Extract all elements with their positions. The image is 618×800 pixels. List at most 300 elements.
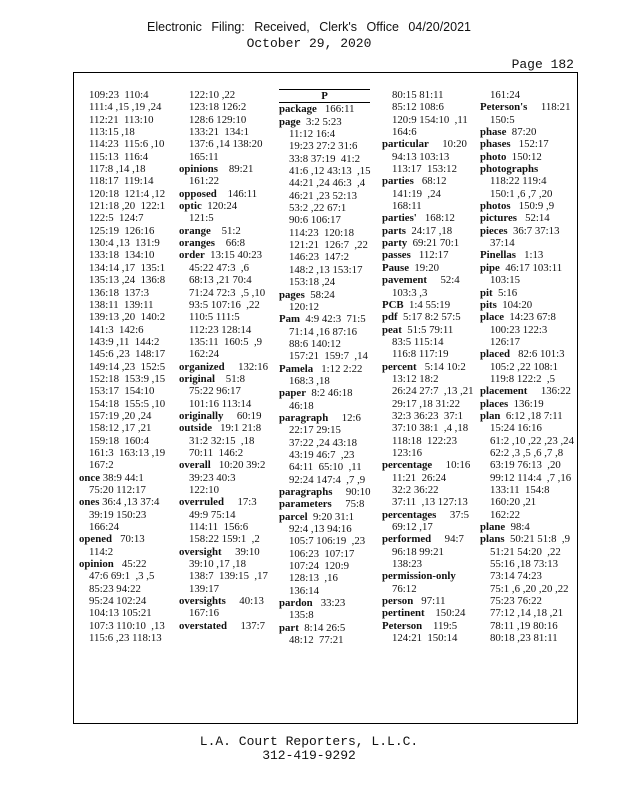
index-continuation: 64:11 65:10 ,11 xyxy=(289,461,362,474)
index-continuation: 100:23 122:3 xyxy=(490,323,548,336)
index-entry xyxy=(179,496,276,508)
index-refs: 38:9 44:1 xyxy=(100,471,144,484)
index-continuation: 168:3 ,18 xyxy=(289,374,330,387)
index-continuation: 109:23 110:4 xyxy=(89,89,149,101)
index-refs: 168:12 xyxy=(416,212,455,225)
index-entry xyxy=(279,622,376,634)
index-refs: 150:24 xyxy=(424,607,466,620)
index-continuation: 160:20 ,21 xyxy=(490,496,537,509)
index-refs: 90:10 xyxy=(332,486,371,498)
index-continuation: 46:21 ,23 52:13 xyxy=(289,189,358,202)
index-continuation: 53:2 ,22 67:1 xyxy=(289,202,347,215)
index-continuation: 134:14 ,17 135:1 xyxy=(89,261,166,274)
index-refs: 10:20 39:2 xyxy=(210,459,266,472)
index-term: parties xyxy=(382,175,414,188)
index-continuation: 19:23 27:2 31:6 xyxy=(289,140,358,153)
index-term: photos xyxy=(480,200,511,213)
index-entry xyxy=(79,472,176,484)
index-continuation: 29:17 ,18 31:22 xyxy=(392,397,461,410)
index-term: outside xyxy=(179,422,212,435)
index-continuation: 47:6 69:1 ,3 ,5 xyxy=(89,570,155,583)
index-entry xyxy=(382,595,479,607)
index-continuation: 133:11 154:8 xyxy=(490,484,550,496)
index-continuation: 39:10 ,17 ,18 xyxy=(189,558,246,571)
index-term: particular xyxy=(382,138,429,151)
index-refs: 89:21 xyxy=(218,163,254,176)
index-term: parties' xyxy=(382,212,417,225)
index-term: Pause xyxy=(382,261,409,274)
index-continuation: 121:5 xyxy=(189,212,214,225)
index-term: place xyxy=(480,311,504,324)
index-refs: 1:4 55:19 xyxy=(403,298,451,311)
index-refs: 19:1 21:8 xyxy=(212,422,262,435)
index-continuation: 32:3 36:23 37:1 xyxy=(392,409,464,422)
index-entry xyxy=(480,521,577,533)
index-term: placed xyxy=(480,348,510,361)
index-continuation: 99:12 114:4 ,7 ,16 xyxy=(490,471,572,484)
index-entry xyxy=(480,348,577,360)
index-continuation: 123:18 126:2 xyxy=(189,101,247,114)
index-continuation: 94:13 103:13 xyxy=(392,150,450,163)
index-refs: 146:11 xyxy=(216,187,258,200)
index-continuation: 75:22 96:17 xyxy=(189,385,241,398)
index-continuation: 80:15 81:11 xyxy=(392,89,444,101)
index-entry xyxy=(382,237,479,249)
index-refs: 6:12 ,18 7:11 xyxy=(500,409,563,422)
index-refs: 14:23 67:8 xyxy=(504,311,556,324)
index-refs: 58:24 xyxy=(304,288,335,301)
index-entry xyxy=(179,200,276,212)
index-continuation: 26:24 27:7 ,13 ,21 xyxy=(392,385,474,398)
index-refs: 136:22 xyxy=(527,385,571,398)
index-term: pictures xyxy=(480,212,517,225)
index-continuation: 162:22 xyxy=(490,508,520,521)
index-entry xyxy=(279,597,376,609)
index-refs: 51:5 79:11 xyxy=(401,323,454,336)
index-continuation: 55:16 ,18 73:13 xyxy=(490,558,559,571)
index-term: phases xyxy=(480,138,511,151)
index-continuation: 137:6 ,14 138:20 xyxy=(189,138,263,151)
index-continuation: 135:11 160:5 ,9 xyxy=(189,335,263,348)
index-refs: 82:6 101:3 xyxy=(510,348,565,361)
index-continuation: 105:7 106:19 ,23 xyxy=(289,535,366,548)
index-entry xyxy=(382,311,479,323)
index-term: page xyxy=(279,115,301,128)
index-column-2 xyxy=(179,89,276,632)
index-continuation: 122:5 124:7 xyxy=(89,212,144,225)
index-term: Pamela xyxy=(279,362,314,375)
index-continuation: 106:23 107:17 xyxy=(289,547,355,560)
index-continuation: 37:10 38:1 ,4 ,18 xyxy=(392,422,469,435)
index-entry xyxy=(179,595,276,607)
index-refs: 120:24 xyxy=(201,200,238,213)
index-column-3 xyxy=(279,89,376,646)
index-continuation: 44:21 ,24 46:3 ,4 xyxy=(289,177,366,190)
index-continuation: 114:11 156:6 xyxy=(189,521,249,534)
index-refs: 97:11 xyxy=(413,595,446,608)
index-continuation: 121:21 126:7 ,22 xyxy=(289,239,368,252)
index-continuation: 133:18 134:10 xyxy=(89,249,155,262)
index-continuation: 139:17 xyxy=(189,582,219,595)
index-continuation: 153:18 ,24 xyxy=(289,276,336,289)
index-term: once xyxy=(79,471,100,484)
index-continuation: 136:14 xyxy=(289,584,319,597)
index-continuation: 37:14 xyxy=(490,237,515,250)
index-refs: 166:11 xyxy=(316,103,355,116)
index-term: original xyxy=(179,372,215,385)
index-refs: 60:19 xyxy=(223,409,262,422)
index-term: pardon xyxy=(279,597,313,610)
index-entry xyxy=(382,274,479,286)
index-continuation: 146:23 147:2 xyxy=(289,251,349,264)
index-term: plane xyxy=(480,521,506,534)
index-entry xyxy=(382,361,479,373)
index-refs: 112:17 xyxy=(410,249,449,262)
index-continuation: 77:12 ,14 ,18 ,21 xyxy=(490,607,564,620)
index-entry xyxy=(382,138,479,150)
index-column-5 xyxy=(480,89,577,644)
index-continuation: 43:19 46:7 ,23 xyxy=(289,448,355,461)
index-entry xyxy=(179,237,276,249)
index-term: pavement xyxy=(382,274,427,287)
index-refs: 13:15 40:23 xyxy=(204,249,263,262)
index-term: opened xyxy=(79,533,112,546)
index-continuation: 128:13 ,16 xyxy=(289,572,338,585)
index-term: PCB xyxy=(382,298,404,311)
index-continuation: 138:23 xyxy=(392,558,422,571)
index-entry xyxy=(279,363,376,375)
index-refs: 94:7 xyxy=(431,533,464,546)
index-continuation: 116:8 117:19 xyxy=(392,348,449,361)
index-continuation: 37:22 ,24 43:18 xyxy=(289,436,358,449)
index-term: percent xyxy=(382,360,417,373)
index-continuation: 115:13 116:4 xyxy=(89,150,149,163)
index-continuation: 93:5 107:16 ,22 xyxy=(189,298,260,311)
page-number: Page 182 xyxy=(511,57,574,72)
index-entry xyxy=(382,225,479,237)
index-term: pertinent xyxy=(382,607,425,620)
index-continuation: 75:23 76:22 xyxy=(490,595,542,608)
index-continuation: 126:17 xyxy=(490,335,520,348)
index-continuation: 104:13 105:21 xyxy=(89,607,152,620)
index-entry xyxy=(480,225,577,237)
index-continuation: 168:11 xyxy=(392,200,422,213)
index-continuation: 83:5 115:14 xyxy=(392,335,444,348)
index-continuation: 141:19 ,24 xyxy=(392,187,441,200)
index-continuation: 161:3 163:13 ,19 xyxy=(89,446,166,459)
index-continuation: 103:15 xyxy=(490,274,520,287)
index-continuation: 120:18 121:4 ,12 xyxy=(89,187,166,200)
index-continuation: 115:6 ,23 118:13 xyxy=(89,632,162,645)
index-refs: 132:16 xyxy=(224,360,269,373)
index-term: paragraphs xyxy=(279,486,333,498)
index-continuation: 114:2 xyxy=(89,545,114,558)
index-continuation: 117:8 ,14 ,18 xyxy=(89,163,146,176)
index-continuation: 88:6 140:12 xyxy=(289,337,341,350)
index-continuation: 125:19 126:16 xyxy=(89,224,155,237)
index-entry xyxy=(279,498,376,510)
index-continuation: 96:18 99:21 xyxy=(392,545,444,558)
index-term: places xyxy=(480,397,509,410)
index-continuation: 133:21 134:1 xyxy=(189,126,249,139)
index-box xyxy=(73,72,578,724)
index-entry xyxy=(480,299,577,311)
index-refs: 70:13 xyxy=(112,533,145,546)
index-term: Pinellas xyxy=(480,249,516,262)
index-refs: 33:23 xyxy=(312,597,346,610)
index-continuation: 158:22 159:1 ,2 xyxy=(189,533,260,546)
index-continuation: 95:24 102:24 xyxy=(89,595,147,608)
index-refs: 39:10 xyxy=(221,545,260,558)
filing-stamp: Electronic Filing: Received, Clerk's Office 04/20/2021 xyxy=(147,20,471,34)
index-continuation: 113:15 ,18 xyxy=(89,126,135,139)
index-entry xyxy=(279,387,376,399)
index-continuation: 75:1 ,6 ,20 ,20 ,22 xyxy=(490,582,569,595)
index-refs: 50:21 51:8 ,9 xyxy=(504,533,570,546)
index-term: permission-only xyxy=(382,570,456,583)
index-continuation: 122:10 ,22 xyxy=(189,89,236,101)
index-term: overstated xyxy=(179,619,227,632)
reporter-phone: 312-419-9292 xyxy=(262,748,356,763)
index-entry xyxy=(480,410,577,422)
index-term: opposed xyxy=(179,187,217,200)
index-continuation: 124:21 150:14 xyxy=(392,632,458,645)
index-refs: 1:13 xyxy=(516,249,544,262)
index-refs: 12:6 xyxy=(328,411,361,424)
index-continuation: 11:12 16:4 xyxy=(289,128,336,141)
index-entry xyxy=(480,533,577,545)
index-continuation: 128:6 129:10 xyxy=(189,113,247,126)
index-term: pit xyxy=(480,286,493,299)
index-entry xyxy=(382,533,479,545)
index-term: overall xyxy=(179,459,211,472)
index-entry xyxy=(382,324,479,336)
index-refs: 51:2 xyxy=(210,224,241,237)
index-refs: 17:3 xyxy=(223,496,257,509)
index-refs: 36:4 ,13 37:4 xyxy=(99,496,160,509)
index-refs: 51:8 xyxy=(215,372,245,385)
index-term: parts xyxy=(382,224,406,237)
index-continuation: 31:2 32:15 ,18 xyxy=(189,434,255,447)
index-refs: 8:14 26:5 xyxy=(298,621,346,634)
index-term: part xyxy=(279,621,299,634)
index-term: oversights xyxy=(179,595,226,608)
index-continuation: 143:9 ,11 144:2 xyxy=(89,335,160,348)
index-entry xyxy=(279,412,376,424)
index-continuation: 161:24 xyxy=(490,89,520,101)
index-refs: 69:21 70:1 xyxy=(407,237,460,250)
index-continuation: 103:3 ,3 xyxy=(392,286,428,299)
index-entry xyxy=(79,496,176,508)
index-continuation: 119:8 122:2 ,5 xyxy=(490,372,555,385)
index-entry xyxy=(480,311,577,323)
index-continuation: 141:3 142:6 xyxy=(89,323,144,336)
index-refs: 52:4 xyxy=(426,274,460,287)
index-term: photo xyxy=(480,150,507,163)
index-continuation: 107:24 120:9 xyxy=(289,560,349,573)
index-continuation: 90:6 106:17 xyxy=(289,214,341,227)
index-term: oversight xyxy=(179,545,222,558)
index-entry xyxy=(480,212,577,224)
index-refs: 3:2 5:23 xyxy=(300,115,342,128)
index-refs: 68:12 xyxy=(413,175,447,188)
index-refs: 10:16 xyxy=(432,459,471,472)
index-continuation: 118:22 119:4 xyxy=(490,175,547,188)
index-continuation: 32:2 36:22 xyxy=(392,484,439,496)
index-continuation: 167:2 xyxy=(89,459,114,472)
index-refs: 87:20 xyxy=(506,126,537,139)
index-continuation: 37:11 ,13 127:13 xyxy=(392,496,468,509)
index-continuation: 49:9 75:14 xyxy=(189,508,236,521)
index-continuation: 112:23 128:14 xyxy=(189,323,252,336)
index-continuation: 75:20 112:17 xyxy=(89,484,146,496)
index-entry xyxy=(179,163,276,175)
index-continuation: 13:12 18:2 xyxy=(392,372,439,385)
index-term: passes xyxy=(382,249,411,262)
index-entry xyxy=(179,249,276,261)
index-continuation: 148:2 ,13 153:17 xyxy=(289,263,363,276)
index-entry xyxy=(279,103,376,115)
index-refs: 136:19 xyxy=(508,397,544,410)
index-term: opinion xyxy=(79,558,114,571)
index-entry xyxy=(382,607,479,619)
index-entry xyxy=(279,486,376,498)
index-term: pits xyxy=(480,298,497,311)
index-continuation: 112:21 113:10 xyxy=(89,113,154,126)
index-continuation: 138:11 139:11 xyxy=(89,298,154,311)
index-continuation: 110:5 111:5 xyxy=(189,311,240,324)
index-continuation: 120:12 xyxy=(289,300,319,313)
index-term: ones xyxy=(79,496,100,509)
index-continuation: 157:21 159:7 ,14 xyxy=(289,350,368,363)
index-term: phase xyxy=(480,126,507,139)
index-refs: 36:7 37:13 xyxy=(507,224,560,237)
index-entry xyxy=(382,249,479,261)
index-term: party xyxy=(382,237,408,250)
index-continuation: 92:24 147:4 ,7 ,9 xyxy=(289,473,366,486)
index-term: plans xyxy=(480,533,505,546)
index-term: pages xyxy=(279,288,305,301)
index-continuation: 46:18 xyxy=(289,399,314,412)
index-continuation: 121:18 ,20 122:1 xyxy=(89,200,166,213)
index-refs: 1:12 2:22 xyxy=(313,362,363,375)
index-continuation: 120:9 154:10 ,11 xyxy=(392,113,468,126)
index-term: order xyxy=(179,249,205,262)
index-continuation: 70:11 146:2 xyxy=(189,446,244,459)
index-continuation: 105:2 ,22 108:1 xyxy=(490,360,559,373)
index-continuation: 138:7 139:15 ,17 xyxy=(189,570,268,583)
index-term: placement xyxy=(480,385,528,398)
index-entry xyxy=(480,385,577,397)
index-refs: 150:9 ,9 xyxy=(510,200,555,213)
index-continuation: 76:12 xyxy=(392,582,417,595)
index-term: organized xyxy=(179,360,225,373)
index-entry xyxy=(382,620,479,632)
index-column-1 xyxy=(79,89,176,644)
index-term: package xyxy=(279,103,317,116)
index-continuation: 154:18 155:5 ,10 xyxy=(89,397,166,410)
index-refs: 45:22 xyxy=(113,558,147,571)
index-continuation: 85:23 94:22 xyxy=(89,582,141,595)
index-entry xyxy=(382,459,479,471)
index-entry xyxy=(79,558,176,570)
index-term: pdf xyxy=(382,311,398,324)
index-continuation: 123:16 xyxy=(392,446,422,459)
index-continuation: 118:17 119:14 xyxy=(89,175,154,188)
index-refs: 40:13 xyxy=(225,595,264,608)
index-continuation: 48:12 77:21 xyxy=(289,634,344,647)
index-term: pieces xyxy=(480,224,508,237)
index-refs: 52:14 xyxy=(517,212,550,225)
index-refs: 9:20 31:1 xyxy=(307,510,355,523)
index-term: optic xyxy=(179,200,202,213)
index-term: Peterson xyxy=(382,619,423,632)
index-entry xyxy=(382,509,479,521)
index-continuation: 149:14 ,23 152:5 xyxy=(89,360,166,373)
index-continuation: 153:17 154:10 xyxy=(89,385,155,398)
index-refs: 152:17 xyxy=(510,138,549,151)
index-continuation: 130:4 ,13 131:9 xyxy=(89,237,160,250)
index-entry xyxy=(480,151,577,163)
index-entry xyxy=(480,200,577,212)
index-continuation: 135:8 xyxy=(289,609,314,622)
index-continuation: 45:22 47:3 ,6 xyxy=(189,261,249,274)
index-continuation: 111:4 ,15 ,19 ,24 xyxy=(89,101,162,114)
index-continuation: 107:3 110:10 ,13 xyxy=(89,619,165,632)
index-continuation: 71:14 ,16 87:16 xyxy=(289,325,358,338)
section-letter: P xyxy=(279,89,370,103)
index-continuation: 152:18 153:9 ,15 xyxy=(89,372,166,385)
index-continuation: 167:16 xyxy=(189,607,219,620)
index-continuation: 136:18 137:3 xyxy=(89,286,149,299)
index-continuation: 78:11 ,19 80:16 xyxy=(490,619,558,632)
index-entry xyxy=(179,546,276,558)
index-refs: 37:5 xyxy=(436,508,470,521)
index-continuation: 166:24 xyxy=(89,521,119,534)
index-entry xyxy=(279,313,376,325)
index-entry xyxy=(179,188,276,200)
index-continuation: 63:19 76:13 ,20 xyxy=(490,459,561,472)
index-continuation: 150:5 xyxy=(490,113,515,126)
index-continuation: 51:21 54:20 ,22 xyxy=(490,545,561,558)
index-entry xyxy=(279,289,376,301)
deposition-date: October 29, 2020 xyxy=(246,36,372,51)
index-refs: 150:12 xyxy=(506,150,542,163)
index-continuation: 157:19 ,20 ,24 xyxy=(89,409,152,422)
index-entry xyxy=(179,410,276,422)
index-refs: 19:20 xyxy=(409,261,439,274)
index-term: orange xyxy=(179,224,211,237)
index-term: photographs xyxy=(480,163,539,176)
index-entry xyxy=(179,459,276,471)
index-term: peat xyxy=(382,323,402,336)
index-continuation: 39:19 150:23 xyxy=(89,508,147,521)
reporter-company: L.A. Court Reporters, L.L.C. xyxy=(199,734,419,749)
index-refs: 24:17 ,18 xyxy=(406,224,453,237)
index-entry xyxy=(179,225,276,237)
index-refs: 75:8 xyxy=(331,498,365,511)
index-refs: 5:14 10:2 xyxy=(416,360,466,373)
index-continuation: 145:6 ,23 148:17 xyxy=(89,348,166,361)
index-continuation: 11:21 26:24 xyxy=(392,471,447,484)
index-entry xyxy=(382,175,479,187)
index-continuation: 161:22 xyxy=(189,175,219,188)
index-entry xyxy=(480,262,577,274)
index-refs: 10:20 xyxy=(428,138,467,151)
index-term: performed xyxy=(382,533,432,546)
index-continuation: 150:1 ,6 ,7 ,20 xyxy=(490,187,553,200)
index-continuation: 122:10 xyxy=(189,484,219,496)
